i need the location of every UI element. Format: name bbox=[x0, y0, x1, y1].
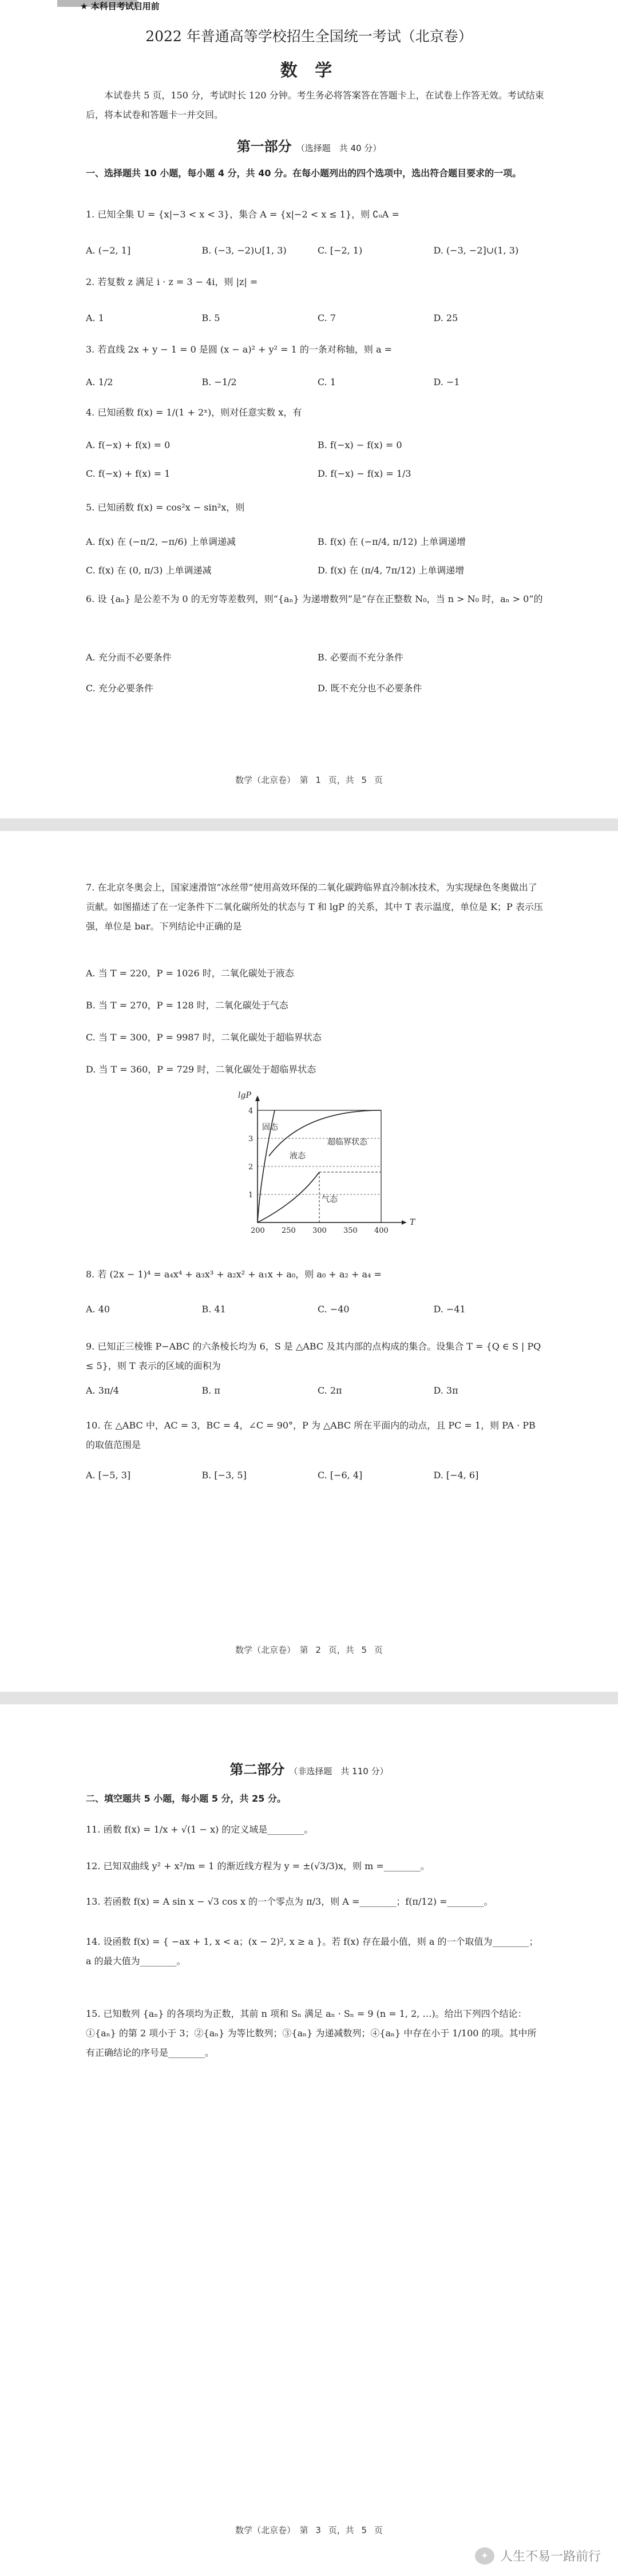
question-1: 1. 已知全集 U = {x|−3 < x < 3}，集合 A = {x|−2 < x ≤ 1}，则 ∁ᵤA = bbox=[86, 209, 399, 220]
option-d: D. 3π bbox=[433, 1385, 458, 1396]
question-6-options-row1 bbox=[86, 650, 549, 663]
option-d: D. (−3, −2]∪(1, 3) bbox=[433, 245, 519, 256]
watermark bbox=[475, 2547, 601, 2565]
x-axis-label: T bbox=[410, 1218, 415, 1227]
question-8-options bbox=[86, 1304, 549, 1315]
page-2-footer: 数学（北京卷） 第 2 页，共 5 页 bbox=[235, 1645, 383, 1655]
option-d: D. 既不充分也不必要条件 bbox=[318, 683, 422, 694]
option-a: A. f(x) 在 (−π/2, −π/6) 上单调递减 bbox=[86, 536, 236, 547]
question-9: 9. 已知正三棱锥 P−ABC 的六条棱长均为 6，S 是 △ABC 及其内部的点构成的集合。设集合 T = {Q ∈ S | PQ ≤ 5}，则 T 表示的区域的面积为 bbox=[86, 1341, 541, 1371]
option-d: D. 25 bbox=[433, 312, 458, 323]
question-10-options bbox=[86, 1470, 549, 1481]
x-tick-300: 300 bbox=[312, 1226, 327, 1235]
page-2 bbox=[0, 831, 618, 1692]
question-4-options-row2 bbox=[86, 468, 549, 479]
question-7-option-d: D. 当 T = 360，P = 729 时，二氧化碳处于超临界状态 bbox=[86, 1064, 316, 1075]
exam-title: 2022 年普通高等学校招生全国统一考试（北京卷） bbox=[145, 28, 473, 45]
option-a: A. 充分而不必要条件 bbox=[86, 652, 172, 663]
option-a: A. 1/2 bbox=[86, 377, 113, 387]
option-c: C. [−6, 4] bbox=[318, 1470, 363, 1481]
question-3: 3. 若直线 2x + y − 1 = 0 是圆 (x − a)² + y² = 1 的一条对称轴，则 a = bbox=[86, 344, 392, 355]
page-gap bbox=[0, 818, 618, 831]
x-tick-250: 250 bbox=[282, 1226, 296, 1235]
x-tick-400: 400 bbox=[374, 1226, 389, 1235]
section1-heading: 一、选择题共 10 小题，每小题 4 分，共 40 分。在每小题列出的四个选项中，选出符合题目要求的一项。 bbox=[86, 168, 522, 179]
option-b: B. π bbox=[201, 1385, 220, 1396]
option-d: D. [−4, 6] bbox=[433, 1470, 479, 1481]
option-b: B. f(−x) − f(x) = 0 bbox=[318, 440, 402, 450]
option-b: B. (−3, −2)∪[1, 3) bbox=[201, 245, 287, 256]
question-7: 7. 在北京冬奥会上，国家速滑馆“冰丝带”使用高效环保的二氧化碳跨临界直冷制冰技术，为实现绿色冬奥做出了贡献。如图描述了在一定条件下二氧化碳所处的状态与 T 和 lgP 的关系，其中 T 表示温度，单位是 K；P 表示压强，单位是 bar。下列结论中正确的是 bbox=[86, 882, 543, 932]
top-note: ★ 本科目考试启用前 bbox=[80, 1, 160, 11]
option-b: B. 5 bbox=[201, 312, 220, 323]
option-b: B. 41 bbox=[201, 1304, 226, 1315]
region-supercritical: 超临界状态 bbox=[327, 1138, 367, 1147]
option-d: D. −1 bbox=[433, 377, 460, 387]
option-d: D. f(−x) − f(x) = 1/3 bbox=[318, 468, 411, 479]
option-b: B. [−3, 5] bbox=[201, 1470, 247, 1481]
exam-intro: 本试卷共 5 页，150 分，考试时长 120 分钟。考生务必将答案答在答题卡上，在试卷上作答无效。考试结束后，将本试卷和答题卡一并交回。 bbox=[86, 90, 544, 120]
liquid-gas-curve bbox=[258, 1172, 319, 1222]
question-13: 13. 若函数 f(x) = A sin x − √3 cos x 的一个零点为 π/3，则 A =________；f(π/12) =________。 bbox=[86, 1896, 493, 1907]
question-2-options bbox=[86, 312, 549, 323]
option-b: B. −1/2 bbox=[201, 377, 237, 387]
option-a: A. (−2, 1] bbox=[86, 245, 131, 256]
option-a: A. [−5, 3] bbox=[86, 1470, 131, 1481]
question-2: 2. 若复数 z 满足 i · z = 3 − 4i，则 |z| = bbox=[86, 276, 258, 287]
option-c: C. −40 bbox=[318, 1304, 350, 1315]
question-15: 15. 已知数列 {aₙ} 的各项均为正数，其前 n 项和 Sₙ 满足 aₙ · Sₙ = 9 (n = 1, 2, …)。给出下列四个结论：①{aₙ} 的第 2 项小于 3；②{aₙ} 为等比数列；③{aₙ} 为递减数列；④{aₙ} 中存在小于 1/100 的项。其中所有正确结论的序号是________。 bbox=[86, 2008, 537, 2058]
option-a: A. f(−x) + f(x) = 0 bbox=[86, 440, 171, 450]
question-5: 5. 已知函数 f(x) = cos²x − sin²x，则 bbox=[86, 502, 245, 513]
y-axis-label: lgP bbox=[238, 1091, 251, 1100]
question-4-options-row1 bbox=[86, 440, 549, 450]
question-7-option-c: C. 当 T = 300，P = 9987 时，二氧化碳处于超临界状态 bbox=[86, 1032, 322, 1043]
question-12: 12. 已知双曲线 y² + x²/m = 1 的渐近线方程为 y = ±(√3/3)x，则 m =________。 bbox=[86, 1861, 430, 1871]
option-d: D. −41 bbox=[433, 1304, 466, 1315]
option-c: C. 充分必要条件 bbox=[86, 683, 153, 694]
y-tick-1: 1 bbox=[248, 1191, 253, 1200]
option-c: C. 2π bbox=[318, 1385, 342, 1396]
question-6-options-row2 bbox=[86, 681, 549, 694]
option-c: C. 7 bbox=[318, 312, 336, 323]
option-a: A. 3π/4 bbox=[86, 1385, 119, 1396]
y-tick-3: 3 bbox=[248, 1135, 253, 1143]
co2-phase-diagram bbox=[235, 1087, 418, 1236]
option-c: C. f(x) 在 (0, π/3) 上单调递减 bbox=[86, 565, 212, 576]
question-14: 14. 设函数 f(x) = { −ax + 1, x < a；(x − 2)², x ≥ a }。若 f(x) 存在最小值，则 a 的一个取值为________；a 的最大值为________。 bbox=[86, 1936, 538, 1966]
question-9-options bbox=[86, 1385, 549, 1396]
y-axis-arrow bbox=[255, 1095, 260, 1101]
question-5-options-row1 bbox=[86, 535, 549, 548]
question-4: 4. 已知函数 f(x) = 1/(1 + 2ˣ)，则对任意实数 x，有 bbox=[86, 407, 302, 418]
question-3-options bbox=[86, 377, 549, 387]
option-c: C. f(−x) + f(x) = 1 bbox=[86, 468, 171, 479]
watermark-text: 人生不易一路前行 bbox=[500, 2550, 601, 2564]
page-3-footer: 数学（北京卷） 第 3 页，共 5 页 bbox=[235, 2525, 383, 2535]
page-1-footer: 数学（北京卷） 第 1 页，共 5 页 bbox=[235, 775, 383, 785]
x-axis-arrow bbox=[402, 1220, 406, 1225]
question-10: 10. 在 △ABC 中，AC = 3，BC = 4，∠C = 90°，P 为 △ABC 所在平面内的动点，且 PC = 1，则 PA · PB 的取值范围是 bbox=[86, 1420, 536, 1450]
option-b: B. 必要而不充分条件 bbox=[318, 652, 403, 663]
part2-title: 第二部分 （非选择题 共 110 分） bbox=[229, 1762, 389, 1778]
region-liquid: 液态 bbox=[290, 1152, 306, 1161]
page-gap bbox=[0, 1692, 618, 1704]
y-tick-4: 4 bbox=[248, 1107, 253, 1115]
question-1-options bbox=[86, 245, 549, 256]
option-c: C. 1 bbox=[318, 377, 336, 387]
x-tick-350: 350 bbox=[343, 1226, 358, 1235]
question-6: 6. 设 {aₙ} 是公差不为 0 的无穷等差数列，则“{aₙ} 为递增数列”是“存在正整数 N₀，当 n > N₀ 时，aₙ > 0”的 bbox=[86, 593, 543, 604]
question-11: 11. 函数 f(x) = 1/x + √(1 − x) 的定义域是________。 bbox=[86, 1824, 314, 1835]
region-gas: 气态 bbox=[322, 1195, 338, 1204]
upper-boundary-curve bbox=[269, 1110, 381, 1156]
region-solid: 固态 bbox=[262, 1123, 278, 1132]
subject-title: 数 学 bbox=[280, 61, 338, 81]
option-d: D. f(x) 在 (π/4, 7π/12) 上单调递增 bbox=[318, 565, 465, 576]
part1-title: 第一部分 （选择题 共 40 分） bbox=[236, 139, 382, 155]
section2-heading: 二、填空题共 5 小题，每小题 5 分，共 25 分。 bbox=[86, 1793, 286, 1804]
x-tick-200: 200 bbox=[251, 1226, 265, 1235]
option-a: A. 1 bbox=[86, 312, 104, 323]
option-c: C. [−2, 1) bbox=[318, 245, 363, 256]
option-a: A. 40 bbox=[86, 1304, 110, 1315]
y-tick-2: 2 bbox=[248, 1163, 253, 1172]
question-8: 8. 若 (2x − 1)⁴ = a₄x⁴ + a₃x³ + a₂x² + a₁x + a₀，则 a₀ + a₂ + a₄ = bbox=[86, 1269, 382, 1280]
option-b: B. f(x) 在 (−π/4, π/12) 上单调递增 bbox=[318, 536, 466, 547]
question-7-option-b: B. 当 T = 270，P = 128 时，二氧化碳处于气态 bbox=[86, 1000, 288, 1011]
question-7-option-a: A. 当 T = 220，P = 1026 时，二氧化碳处于液态 bbox=[86, 968, 294, 979]
wechat-icon: ✦ bbox=[475, 2547, 494, 2565]
question-5-options-row2 bbox=[86, 563, 549, 576]
